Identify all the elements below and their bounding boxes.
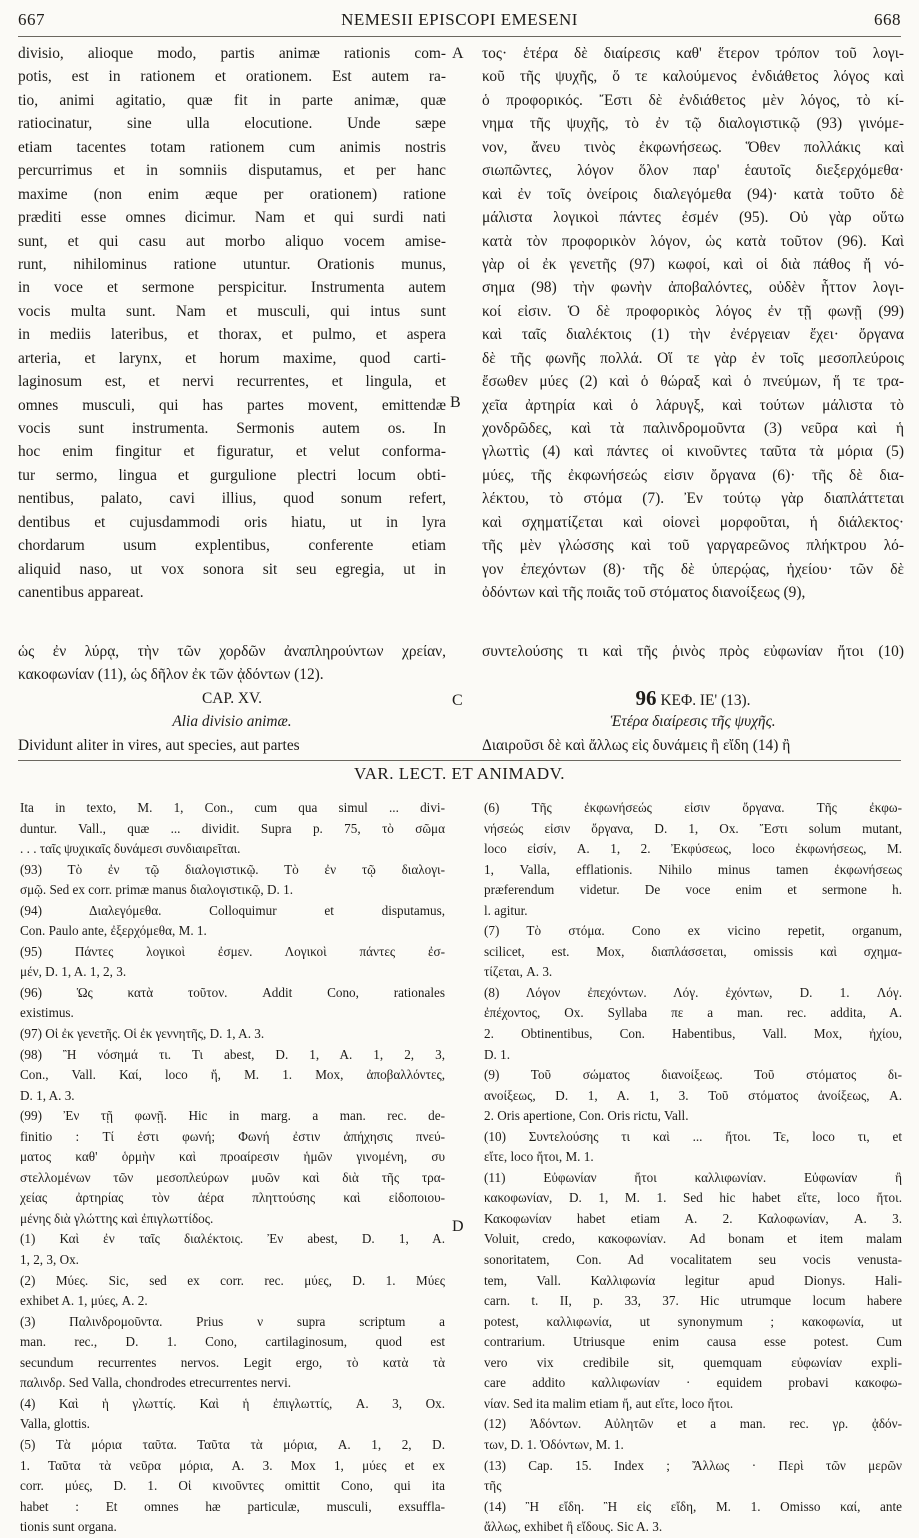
- text-line: man. rec., D. 1. Cono, cartilaginosum, quod est: [20, 1334, 445, 1350]
- text-line: καὶ ταῖς διαλέκτοις (1) τὴν ἐνέργειαν ἔχει· ὄργανα: [482, 326, 904, 344]
- text-line: τίζεται, A. 3.: [484, 964, 553, 980]
- text-line: (2) Μύες. Sic, sed ex corr. rec. μύες, D. 1. Μύες: [20, 1272, 445, 1288]
- text-line: loco εἰσίν, A. 1, 2. Ἐκφύσεως, loco ἐκφωνήσεως, M.: [484, 841, 902, 857]
- text-line: corr. μύες, D. 1. Οἱ κινοῦντες omittit Cono, qui ita: [20, 1478, 445, 1494]
- text-line: καὶ σχηματίζεται καὶ οἱονεὶ μορφοῦται, ἡ διάλεκτος·: [482, 513, 904, 531]
- text-line: canentibus appareat.: [18, 584, 144, 602]
- text-line: χεῖα ἀρτηρία καὶ ὁ λάρυγξ, καὶ τούτων μάλιστα τὸ: [482, 396, 904, 414]
- text-line: care addito καλλιφωνίαν · equidem probavi κακοφω-: [484, 1375, 902, 1391]
- text-line: tem, Vall. Καλλιφωνία legitur apud Dionys. Hali-: [484, 1272, 902, 1288]
- text-line: nentibus, palato, cavi illius, quod sonum refert,: [18, 490, 446, 508]
- text-line: sunt, et qui casu aut morbo aliquo vocem amise-: [18, 232, 446, 250]
- text-line: (5) Τὰ μόρια ταῦτα. Ταῦτα τὰ μόρια, A. 1, 2, D.: [20, 1436, 445, 1452]
- text-line: (3) Παλινδρομοῦντα. Prius ν supra scriptum a: [20, 1313, 445, 1329]
- greek-chapter-title: ΚΕΦ. ΙΕ' (13).: [660, 691, 751, 709]
- notes-heading-text: VAR. LECT. ET ANIMADV.: [348, 764, 571, 783]
- running-head: [18, 10, 901, 34]
- text-line: τος· ἑτέρα δὲ διαίρεσις καθ' ἕτερον τρόπον τοῦ λογι-: [482, 45, 904, 62]
- text-line: χείας ἀρτηρίας τὸν ἀέρα πληττούσης καὶ εἰδοποιου-: [20, 1190, 445, 1206]
- text-line: των, D. 1. Ὀδόντων, M. 1.: [484, 1436, 624, 1452]
- latin-chapter-title: CAP. XV.: [201, 689, 263, 707]
- greek-tail-line: συντελούσης τι καὶ τῆς ῥινὸς πρὸς εὐφωνίαν ἤτοι (10): [482, 643, 904, 660]
- text-line: percurrimus et in somniis disputamus, et per hanc: [18, 162, 446, 180]
- text-line: τῆς μὲν γλώσσης καὶ τοῦ γαργαρεῶνος πλήκτρου λό-: [482, 537, 904, 555]
- text-line: tio, animi agitatio, quæ fit in parte animæ, quæ: [18, 91, 446, 109]
- header-rule: [18, 36, 901, 37]
- text-line: σμῷ. Sed ex corr. primæ manus διαλογιστικῷ, D. 1.: [20, 882, 294, 898]
- notes-heading: [0, 764, 919, 784]
- text-line: νίαν. Sed ita malim etiam ἤ, aut εἴτε, loco ἤτοι.: [484, 1395, 734, 1411]
- text-line: 2. Obtinentibus, Con. Habentibus, Vall. Mox, ἠχίου,: [484, 1026, 902, 1042]
- text-line: ὁ προφορικός. Ἔστι δὲ ἐνδιάθετος μὲν λόγος, τὸ κί-: [482, 91, 904, 109]
- text-line: Κακοφωνίαν habet etiam A. 2. Καλοφωνίαν, A. 3.: [484, 1210, 902, 1226]
- text-line: ratiocinatur, sine ulla elocutione. Unde sæpe: [18, 115, 446, 133]
- greek-text-column: [482, 42, 904, 605]
- text-line: potest, καλλιφωνία, ut synonymum ; κακοφωνία, ut: [484, 1313, 902, 1329]
- text-line: Con., Vall. Καί, loco ἤ, M. 1. Mox, ἀποβαλλόντες,: [20, 1067, 445, 1083]
- text-line: habet : Et omnes hæ particulæ, musculi, exsuffla-: [20, 1498, 445, 1514]
- text-line: (93) Τὸ ἐν τῷ διαλογιστικῷ. Τὸ ἐν τῷ διαλογι-: [20, 861, 445, 877]
- text-line: (9) Τοῦ σώματος διανοίξεως. Τοῦ στόματος δι-: [484, 1067, 902, 1083]
- text-line: tur sermo, lingua et gurgulione plectri locum obti-: [18, 466, 446, 484]
- text-line: (95) Πάντες λογικοὶ ἐσμεν. Λογικοὶ πάντες ἐσ-: [20, 943, 445, 959]
- page-number-left: 667: [18, 10, 45, 29]
- text-line: ὀδόντων καὶ τῆς ποιᾶς τοῦ στόματος διανοίξεως (9),: [482, 584, 806, 602]
- text-line: μάλιστα λογικοὶ πάντες ἐσμέν (95). Οὐ γὰρ οὕτω: [482, 209, 904, 227]
- text-line: 1. Ταῦτα τὰ νεῦρα μόρια, A. 3. Mox 1, μύες et ex: [20, 1457, 445, 1473]
- text-line: (14) Ἢ εἴδη. Ἢ εἰς εἴδη, M. 1. Omisso καί, ante: [484, 1498, 902, 1514]
- text-line: (6) Τῆς ἐκφωνήσεώς εἰσιν ὄργανα. Τῆς ἐκφω-: [484, 800, 902, 815]
- text-line: arteria, et larynx, et horum maxime, quod carti-: [18, 349, 446, 367]
- text-line: (8) Λόγον ἐπεχόντων. Λόγ. ἐχόντων, D. 1. Λόγ.: [484, 984, 902, 1000]
- text-line: νημα τῆς ψυχῆς, τὸ ἐν τῷ διαλογιστικῷ (93) γινόμε-: [482, 115, 904, 133]
- text-line: duntur. Vall., quæ ... dividit. Supra p. 75, τὸ σῶμα: [20, 820, 445, 836]
- text-line: χονδρῶδες, καὶ τὰ παλινδρομοῦντα (3) νεῦρα καὶ ἡ: [482, 420, 904, 437]
- text-line: ἔσωθεν μύες (2) καὶ ὁ θώραξ καὶ ὁ πνεύμων, ἥ τε τρα-: [482, 373, 904, 391]
- text-line: γλωττὶς (4) καὶ πάντες οἱ κινοῦντες ταῦτα τὰ μόρια (5): [482, 443, 904, 461]
- text-line: τῆς: [484, 1478, 502, 1494]
- text-line: (99) Ἐν τῇ φωνῇ. Hic in marg. a man. rec. de-: [20, 1108, 445, 1124]
- text-line: exhibet A. 1, μύες, A. 2.: [20, 1293, 148, 1309]
- text-line: σημα (98) τὴν φωνὴν ἀποβαλόντες, οὐδὲν ἧττον λογι-: [482, 279, 904, 297]
- text-line: in voce et sermone perspicitur. Instrumenta autem: [18, 279, 446, 297]
- text-line: (13) Cap. 15. Index ; Ἄλλως · Περὶ τῶν μερῶν: [484, 1457, 902, 1473]
- running-title: NEMESII EPISCOPI EMESENI: [341, 10, 578, 29]
- text-line: ματος καθ' ὁρμὴν καὶ προαίρεσιν ἡμῶν γινομένη, συ: [20, 1149, 445, 1165]
- text-line: (98) Ἢ νόσημά τι. Τι abest, D. 1, A. 1, 2, 3,: [20, 1046, 445, 1062]
- latin-chapter-subtitle: Alia divisio animæ.: [172, 713, 292, 731]
- text-line: secundum recurrentes nervos. Legit ergo, τὸ κατὰ τὰ: [20, 1354, 445, 1370]
- text-line: potis, est in rationem et orationem. Est autem ra-: [18, 68, 446, 86]
- text-line: tionis sunt organa.: [20, 1519, 117, 1535]
- greek-tail-line: κακοφωνίαν (11), ὡς δῆλον ἐκ τῶν ᾀδόντων (12).: [18, 666, 324, 684]
- text-line: omnes musculi, qui has partes movent, emittendæ: [18, 396, 446, 414]
- text-line: 2. Oris apertione, Con. Oris rictu, Vall.: [484, 1108, 689, 1124]
- margin-marker-c: C: [452, 692, 463, 709]
- text-line: (94) Διαλεγόμεθα. Colloquimur et disputamus,: [20, 902, 445, 918]
- text-line: μένης διὰ γλώττης καὶ ἐπιγλωττίδος.: [20, 1210, 214, 1226]
- text-line: κατὰ τὸν προφορικὸν λόγον, ὡς κατὰ τοῦτον (96). Καὶ: [482, 232, 904, 250]
- greek-tail-line: ὡς ἐν λύρᾳ, τὴν τῶν χορδῶν ἀναπληρούντων χρείαν,: [18, 643, 446, 660]
- text-line: νον, ἄνευ τινὸς ἐκφωνήσεως. Ὅθεν πολλάκις καὶ: [482, 138, 904, 156]
- text-line: laginosum est, et nervi recurrentes, et lingula, et: [18, 373, 446, 391]
- text-line: μέν, D. 1, A. 1, 2, 3.: [20, 964, 127, 980]
- text-line: ἐπέχοντος, Ox. Syllaba πε a man. rec. addita, A.: [484, 1005, 902, 1021]
- margin-marker-a: A: [452, 45, 464, 62]
- text-line: (96) Ὡς κατὰ τοῦτον. Addit Cono, rationales: [20, 984, 445, 1000]
- text-line: ἄλλως, exhibet ἢ εἴδους. Sic A. 3.: [484, 1519, 663, 1535]
- text-line: runt, nihilominus ratione utuntur. Orationis munus,: [18, 255, 446, 273]
- text-line: (4) Καὶ ἡ γλωττίς. Καὶ ἡ ἐπιγλωττίς, A. 3, Ox.: [20, 1395, 445, 1411]
- page-number-right: 668: [874, 10, 901, 29]
- text-line: (7) Τὸ στόμα. Cono ex vicino repetit, organum,: [484, 923, 902, 939]
- chapter-number: 96: [635, 686, 657, 710]
- text-line: existimus.: [20, 1005, 74, 1021]
- text-line: vero vix credibile sit, quemquam εὐφωνίαν expli-: [484, 1354, 902, 1370]
- text-line: Con. Paulo ante, ἐξερχόμεθα, M. 1.: [20, 923, 207, 939]
- left-lower-block: [18, 640, 446, 757]
- greek-chapter-first-line: Διαιροῦσι δὲ καὶ ἄλλως εἰς δυνάμεις ἢ εἴδη (14) ἢ: [482, 736, 791, 754]
- text-line: Ita in texto, M. 1, Con., cum qua simul ... divi-: [20, 800, 445, 815]
- text-line: hoc enim fingitur et figuratur, et velut conforma-: [18, 443, 446, 461]
- text-line: κοί εἰσιν. Ὁ δὲ προφορικὸς λόγος ἐν τῇ φωνῇ (99): [482, 302, 904, 320]
- text-line: chordarum usum explentibus, conferente etiam: [18, 537, 446, 555]
- text-line: aliquid naso, ut vox sonora sit seu egregia, ut in: [18, 560, 446, 578]
- text-line: (10) Συντελούσης τι καὶ ... ἤτοι. Τε, loco τι, et: [484, 1128, 902, 1144]
- text-line: divisio, alioque modo, partis animæ rationis com-: [18, 45, 446, 62]
- text-line: εἴτε, loco ἤτοι, M. 1.: [484, 1149, 594, 1165]
- text-line: carn. t. II, p. 33, 37. Hic utrumque locum habere: [484, 1293, 902, 1309]
- margin-marker-d: D: [452, 1218, 464, 1235]
- text-line: Valla, glottis.: [20, 1416, 90, 1432]
- text-line: (97) Οἱ ἐκ γενετῆς. Οἱ ἐκ γεννητῆς, D. 1, A. 3.: [20, 1026, 265, 1042]
- text-line: (1) Καὶ ἐν ταῖς διαλέκτοις. Ἐν abest, D. 1, A.: [20, 1231, 445, 1247]
- text-line: (11) Εὐφωνίαν ἤτοι καλλιφωνίαν. Εὐφωνίαν ἢ: [484, 1169, 902, 1185]
- text-line: 1, Valla, efflationis. Nihilo minus tamen ἐκφωνήσεως: [484, 861, 902, 877]
- text-line: καὶ ἐν τοῖς ὀνείροις διαλεγόμεθα (94)· κατὰ τοῦτο δὲ: [482, 185, 904, 203]
- text-line: præditi esse omnes dicimur. Nam et qui surdi nati: [18, 209, 446, 227]
- text-line: δὲ τῆς φωνῆς πολλά. Οἵ τε γὰρ ἐν τοῖς μεσοπλεύροις: [482, 349, 904, 367]
- notes-left-column: [20, 798, 445, 1538]
- text-line: dentibus et cujusdammodi oris hiatu, ut in lyra: [18, 513, 446, 531]
- text-line: sonoritatem, Con. Ad vocalitatem seu vocis venusta-: [484, 1252, 902, 1268]
- margin-marker-b: B: [450, 394, 461, 411]
- text-line: μύες, τῆς ἐκφωνήσεώς εἰσιν ὄργανα (6)· τῆς δὲ δια-: [482, 466, 904, 484]
- text-line: νήσεώς εἰσιν ὄργανα, D. 1, Ox. Ἔστι solum mutant,: [484, 820, 902, 836]
- text-line: vocis sunt instrumenta. Sermonis autem os. In: [18, 420, 446, 437]
- text-line: σιωπῶντες, λόγον ὅλον παρ' ἑαυτοῖς διεξερχόμεθα·: [482, 162, 904, 180]
- text-line: D. 1, A. 3.: [20, 1087, 75, 1103]
- text-line: l. agitur.: [484, 902, 528, 918]
- text-line: maxime (non enim æque per orationem) ratione: [18, 185, 446, 203]
- text-line: etiam tacentes totam rationem cum animis nostris: [18, 138, 446, 156]
- notes-rule: [18, 760, 901, 761]
- text-line: scilicet, est. Mox, διαπλάσσεται, omissis καὶ σχημα-: [484, 943, 902, 959]
- text-line: D. 1.: [484, 1046, 511, 1062]
- latin-chapter-first-line: Dividunt aliter in vires, aut species, aut partes: [18, 736, 300, 754]
- text-line: Voluit, credo, κακοφωνίαν. Ad bonam et item malam: [484, 1231, 902, 1247]
- text-line: . . . ταῖς ψυχικαῖς δυνάμεσι συνδιαιρεῖται.: [20, 841, 241, 857]
- text-line: ανοίξεως, D. 1, A. 1, 3. Τοῦ στόματος ἀνοίξεως, A.: [484, 1087, 902, 1103]
- text-line: præferendum videtur. De voce enim et sermone h.: [484, 882, 902, 898]
- text-line: finitio : Τί ἐστι φωνή; Φωνή ἐστιν ἀπήχησις πνεύ-: [20, 1128, 445, 1144]
- greek-chapter-heading: [482, 687, 904, 710]
- text-line: 1, 2, 3, Ox.: [20, 1252, 79, 1268]
- text-line: γὰρ οἱ ἐκ γενετῆς (97) κωφοί, καὶ οἱ διὰ πάθος ἤ νό-: [482, 255, 904, 273]
- text-line: γον ἐπεχόντων (8)· τῆς δὲ ὑπερῴας, ἠχείου· τῶν δὲ: [482, 560, 904, 578]
- greek-chapter-subtitle: Ἑτέρα διαίρεσις τῆς ψυχῆς.: [610, 713, 776, 731]
- text-line: στελλομένων τῶν μεσοπλεύρων μυῶν καὶ διὰ τῆς τρα-: [20, 1169, 445, 1185]
- right-lower-block: [482, 640, 904, 757]
- text-line: κακοφωνίαν, D. 1, M. 1. Sed hic habet εἴτε, loco ἤτοι.: [484, 1190, 902, 1206]
- text-line: contrarium. Utriusque enim causa esse potest. Cum: [484, 1334, 902, 1350]
- text-line: λέκτου, τὸ στόμα (7). Ἐν τούτῳ γὰρ διαπλάττεται: [482, 490, 904, 508]
- latin-text-column: [18, 42, 446, 605]
- text-line: παλινδρ. Sed Valla, chondrodes etrecurrentes nervi.: [20, 1375, 292, 1391]
- text-line: (12) Ἀδόντων. Αὐλητῶν et a man. rec. γρ. ᾀδόν-: [484, 1416, 902, 1432]
- notes-right-column: [484, 798, 902, 1538]
- text-line: κοῦ τῆς ψυχῆς, ὅ τε καλούμενος ἐνδιάθετος λόγος καὶ: [482, 68, 904, 86]
- text-line: vocis multa sunt. Nam et musculi, qui intus sunt: [18, 302, 446, 320]
- text-line: in mediis lateribus, et thorax, et pulmo, et aspera: [18, 326, 446, 344]
